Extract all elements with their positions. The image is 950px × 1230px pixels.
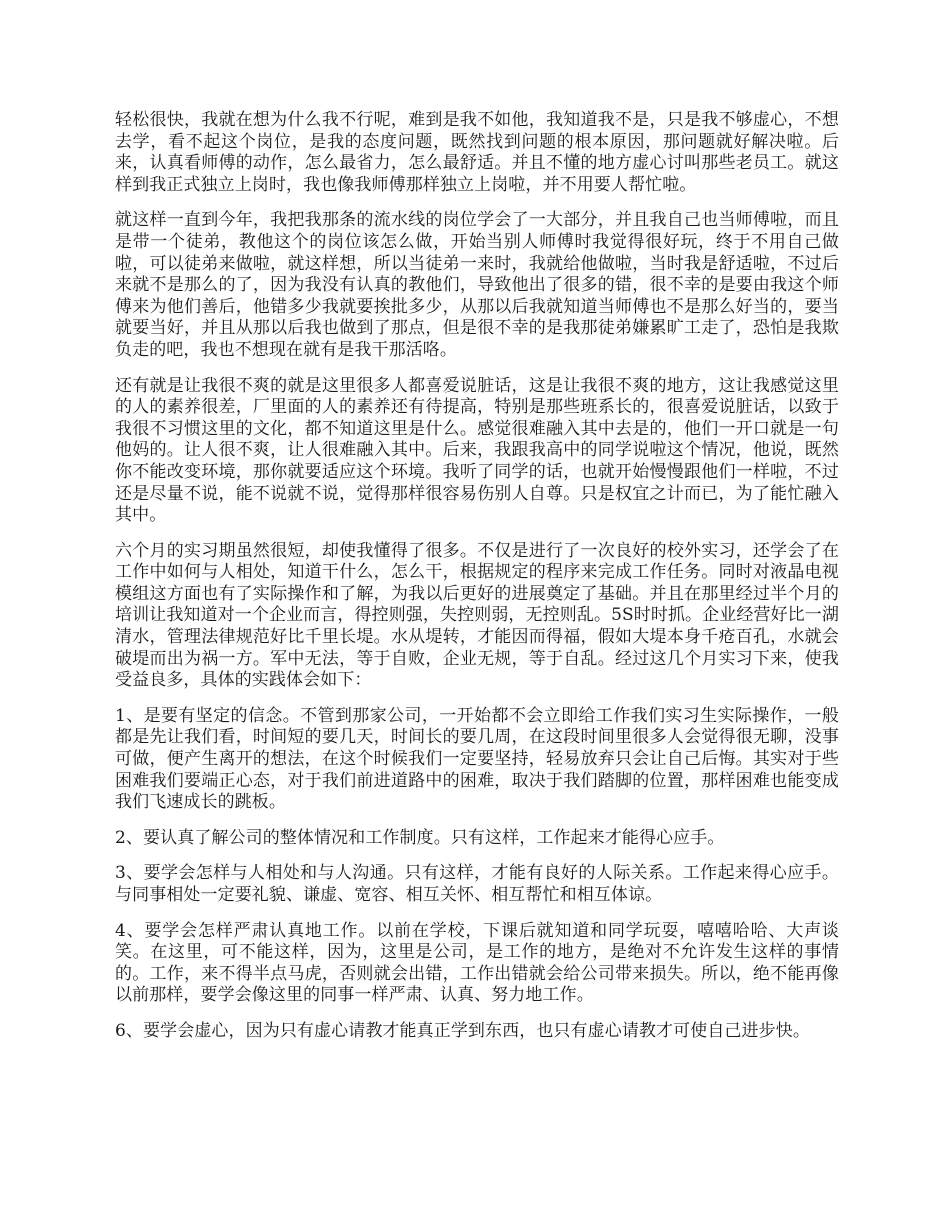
paragraph-6: 2、要认真了解公司的整体情况和工作制度。只有这样，工作起来才能得心应手。 — [115, 827, 725, 848]
document-body — [115, 110, 839, 1057]
paragraph-7: 3、要学会怎样与人相处和与人沟通。只有这样，才能有良好的人际关系。工作起来得心应手。与同事相处一定要礼貌、谦虚、宽容、相互关怀、相互帮忙和相互体谅。 — [115, 863, 839, 905]
paragraph-4: 六个月的实习期虽然很短，却使我懂得了很多。不仅是进行了一次良好的校外实习，还学会了在工作中如何与人相处，知道干什么，怎么干，根据规定的程序来完成工作任务。同时对液晶电视模组这方面也有了实际操作和了解，为我以后更好的进展奠定了基础。并且在那里经过半个月的培训让我知道对一个企业而言，得控则强，失控则弱，无控则乱。5S时时抓。企业经营好比一湖清水，管理法律规范好比千里长堤。水从堤转，才能因而得福，假如大堤本身千疮百孔，水就会破堤而出为祸一方。军中无法，等于自败，企业无规，等于自乱。经过这几个月实习下来，使我受益良多，具体的实践体会如下： — [115, 540, 839, 691]
paragraph-3: 还有就是让我很不爽的就是这里很多人都喜爱说脏话，这是让我很不爽的地方，这让我感觉这里的人的素养很差，厂里面的人的素养还有待提高，特别是那些班系长的，很喜爱说脏话，以致于我很不习惯这里的文化，都不知道这里是什么。感觉很难融入其中去是的，他们一开口就是一句他妈的。让人很不爽，让人很难融入其中。后来，我跟我高中的同学说啦这个情况，他说，既然你不能改变环境，那你就要适应这个环境。我听了同学的话，也就开始慢慢跟他们一样啦，不过还是尽量不说，能不说就不说，觉得那样很容易伤别人自尊。只是权宜之计而已，为了能忙融入其中。 — [115, 375, 839, 526]
paragraph-8: 4、要学会怎样严肃认真地工作。以前在学校，下课后就知道和同学玩耍，嘻嘻哈哈、大声谈笑。在这里，可不能这样，因为，这里是公司，是工作的地方，是绝对不允许发生这样的事情的。工作，来不得半点马虎，否则就会出错，工作出错就会给公司带来损失。所以，绝不能再像以前那样，要学会像这里的同事一样严肃、认真、努力地工作。 — [115, 920, 839, 1006]
paragraph-1: 轻松很快，我就在想为什么我不行呢，难到是我不如他，我知道我不是，只是我不够虚心，不想去学，看不起这个岗位，是我的态度问题，既然找到问题的根本原因，那问题就好解决啦。后来，认真看师傅的动作，怎么最省力，怎么最舒适。并且不懂的地方虚心讨叫那些老员工。就这样到我正式独立上岗时，我也像我师傅那样独立上岗啦，并不用要人帮忙啦。 — [115, 110, 839, 195]
paragraph-2: 就这样一直到今年，我把我那条的流水线的岗位学会了一大部分，并且我自己也当师傅啦，而且是带一个徒弟，教他这个的岗位该怎么做，开始当别人师傅时我觉得很好玩，终于不用自己做啦，可以徒弟来做啦，就这样想，所以当徒弟一来时，我就给他做啦，当时我是舒适啦，不过后来就不是那么的了，因为我没有认真的教他们，导致他出了很多的错，很不幸的是要由我这个师傅来为他们善后，他错多少我就要挨批多少，从那以后我就知道当师傅也不是那么好当的，要当就要当好，并且从那以后我也做到了那点，但是很不幸的是我那徒弟嫌累旷工走了，恐怕是我欺负走的吧，我也不想现在就有是我干那活咯。 — [115, 210, 839, 360]
paragraph-9: 6、要学会虚心，因为只有虚心请教才能真正学到东西，也只有虚心请教才可使自己进步快。 — [115, 1020, 810, 1041]
paragraph-5: 1、是要有坚定的信念。不管到那家公司，一开始都不会立即给工作我们实习生实际操作，一般都是先让我们看，时间短的要几天，时间长的要几周，在这段时间里很多人会觉得很无聊，没事可做，便产生离开的想法，在这个时候我们一定要坚持，轻易放弃只会让自己后悔。其实对于些困难我们要端正心态，对于我们前进道路中的困难，取决于我们踏脚的位置，那样困难也能变成我们飞速成长的跳板。 — [115, 705, 839, 813]
